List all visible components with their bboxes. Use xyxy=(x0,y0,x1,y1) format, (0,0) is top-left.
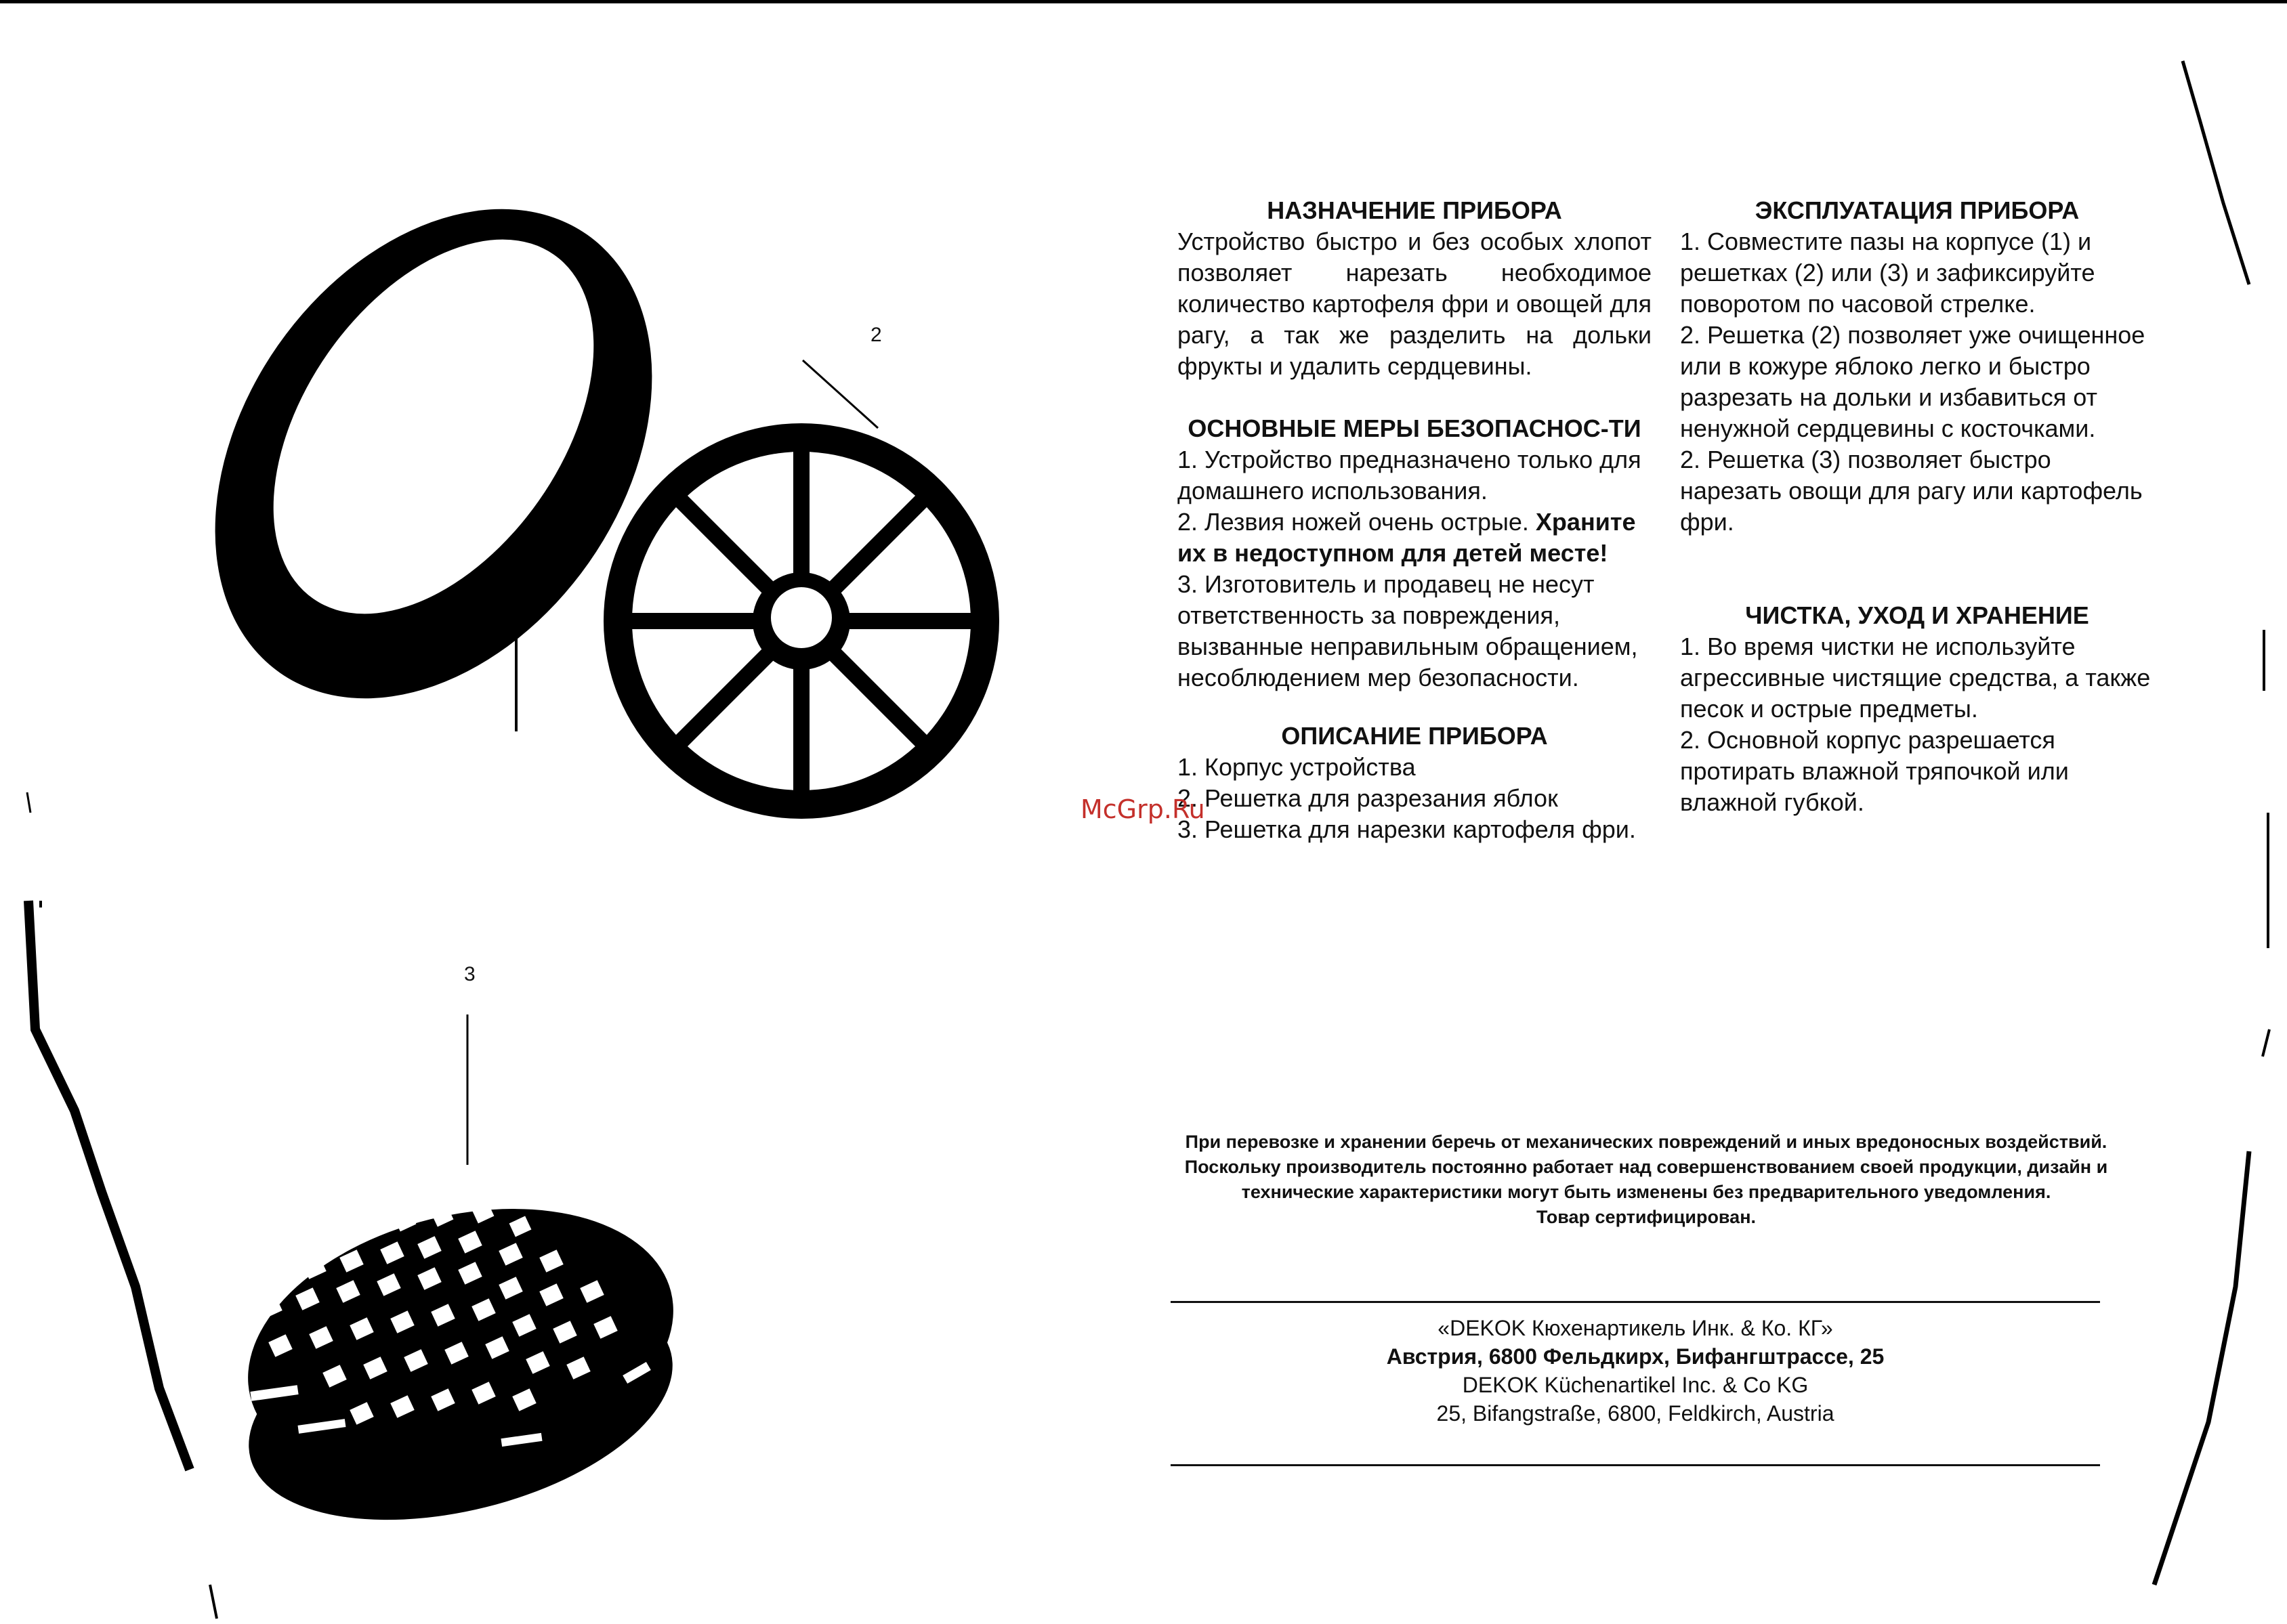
operation-item-3: 2. Решетка (3) позволяет быстро нарезать овощи для рагу или картофель фри. xyxy=(1680,446,2143,536)
figure-label-2: 2 xyxy=(870,324,882,346)
safety-item-2 xyxy=(1177,507,1652,569)
description-item-2: 2. Решетка для разрезания яблок xyxy=(1177,784,1558,812)
safety-item-1: 1. Устройство предназначено только для домашнего использования. xyxy=(1177,446,1641,505)
notice-line-1: При перевозке и хранении беречь от механических повреждений и иных вредоносных воздействий. xyxy=(1185,1132,2107,1152)
operation-item-1: 1. Совместите пазы на корпусе (1) и решетках (2) или (3) и зафиксируйте поворотом по часовой стрелке. xyxy=(1680,228,2095,318)
description-heading: ОПИСАНИЕ ПРИБОРА xyxy=(1281,722,1548,750)
operation-heading: ЭКСПЛУАТАЦИЯ ПРИБОРА xyxy=(1755,196,2080,224)
purpose-heading: НАЗНАЧЕНИЕ ПРИБОРА xyxy=(1267,196,1562,224)
cleaning-item-1: 1. Во время чистки не используйте агрессивные чистящие средства, а также песок и острые предметы. xyxy=(1680,633,2151,723)
figure-label-3: 3 xyxy=(464,963,476,985)
safety-item-3: 3. Изготовитель и продавец не несут ответственность за повреждения, вызванные неправильным обращением, несоблюдением мер безопасности. xyxy=(1177,570,1638,691)
manufacturer-name-de: DEKOK Küchenartikel Inc. & Co KG xyxy=(1462,1373,1809,1397)
safety-item-2-warning: Храните их в недоступном для детей месте! xyxy=(1177,508,1636,567)
fries-grid-illustration xyxy=(219,1014,702,1560)
description-item-3: 3. Решетка для нарезки картофеля фри. xyxy=(1177,815,1636,843)
manufacturer-name-ru: «DEKOK Кюхенартикель Инк. & Ко. КГ» xyxy=(1438,1316,1833,1340)
operation-item-2: 2. Решетка (2) позволяет уже очищенное или в кожуре яблоко легко и быстро разрезать на дольки и избавиться от ненужной сердцевины с косточками. xyxy=(1680,321,2145,442)
safety-item-2-text: 2. Лезвия ножей очень острые. xyxy=(1177,508,1536,536)
safety-heading: ОСНОВНЫЕ МЕРЫ БЕЗОПАСНОС-ТИ xyxy=(1188,414,1641,442)
divider-top xyxy=(1171,1301,2100,1303)
manufacturer-address-de: 25, Bifangstraße, 6800, Feldkirch, Austria xyxy=(1436,1401,1834,1426)
purpose-text: Устройство быстро и без особых хлопот позволяет нарезать необходимое количество картофеля фри и овощей для рагу, а так же разделить на дольки фрукты и удалить сердцевины. xyxy=(1177,228,1652,380)
description-item-1: 1. Корпус устройства xyxy=(1177,753,1416,781)
left-text-column xyxy=(1177,195,1652,845)
notice-line-2: Поскольку производитель постоянно работает над совершенствованием своей продукции, дизайн и технические характеристики могут быть изменены без предварительного уведомления. xyxy=(1184,1157,2108,1202)
manufacturer-address-ru: Австрия, 6800 Фельдкирх, Бифангштрассе, 25 xyxy=(1386,1344,1885,1369)
manufacturer-block xyxy=(1171,1314,2100,1428)
cleaning-heading: ЧИСТКА, УХОД И ХРАНЕНИЕ xyxy=(1745,601,2089,629)
right-text-column xyxy=(1680,195,2154,818)
transport-notice xyxy=(1172,1130,2120,1230)
watermark: McGrp.Ru xyxy=(1080,794,1205,824)
cleaning-item-2: 2. Основной корпус разрешается протирать влажной тряпочкой или влажной губкой. xyxy=(1680,726,2069,816)
notice-line-3: Товар сертифицирован. xyxy=(1536,1207,1756,1227)
apple-grid-illustration xyxy=(604,360,999,819)
divider-bottom xyxy=(1171,1464,2100,1466)
